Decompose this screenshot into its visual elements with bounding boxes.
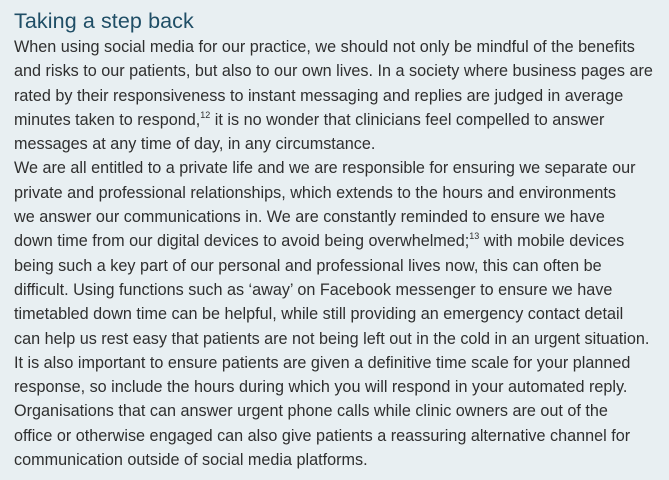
paragraph-1-line-4-text-a: minutes taken to respond, <box>14 110 201 129</box>
article-body <box>14 35 666 472</box>
paragraph-1-line-4-text-b: it is no wonder that clinicians feel compelled to answer <box>210 110 605 129</box>
paragraph-2-line-6: difficult. Using functions such as ‘away’ on Facebook messenger to ensure we have <box>14 280 613 299</box>
section-heading: Taking a step back <box>14 9 194 33</box>
paragraph-2-line-9: It is also important to ensure patients are given a definitive time scale for your planned <box>14 353 631 372</box>
paragraph-2-line-11: Organisations that can answer urgent phone calls while clinic owners are out of the <box>14 402 608 421</box>
paragraph-2-line-10: response, so include the hours during which you will respond in your automated reply. <box>14 378 628 397</box>
paragraph-1-line-3: rated by their responsiveness to instant messaging and replies are judged in average <box>14 86 624 105</box>
reference-12: 12 <box>200 109 211 120</box>
paragraph-2-line-4-text-a: down time from our digital devices to avoid being overwhelmed; <box>14 232 470 251</box>
paragraph-2-line-8: can help us rest easy that patients are not being left out in the cold in an urgent situation. <box>14 329 650 348</box>
paragraph-2-line-7: timetabled down time can be helpful, while still providing an emergency contact detail <box>14 305 624 324</box>
paragraph-1-line-1: When using social media for our practice, we should not only be mindful of the benefits <box>14 38 635 56</box>
paragraph-2-line-12: office or otherwise engaged can also give patients a reassuring alternative channel for <box>14 426 631 445</box>
paragraph-2-line-2: private and professional relationships, which extends to the hours and environments <box>14 183 616 202</box>
paragraph-2-line-13: communication outside of social media platforms. <box>14 451 368 470</box>
paragraph-2-line-3: we answer our communications in. We are constantly reminded to ensure we have <box>14 208 605 227</box>
paragraph-1-line-4 <box>14 108 666 132</box>
paragraph-2-line-5: being such a key part of our personal and professional lives now, this can often be <box>14 256 602 275</box>
paragraph-2-line-4 <box>14 229 666 253</box>
paragraph-2-line-1: We are all entitled to a private life and we are responsible for ensuring we separate our <box>14 159 636 178</box>
reference-13: 13 <box>469 230 480 241</box>
paragraph-1-line-2: and risks to our patients, but also to our own lives. In a society where business pages are <box>14 62 653 81</box>
paragraph-2-line-4-text-b: with mobile devices <box>479 232 625 251</box>
paragraph-1-line-5: messages at any time of day, in any circumstance. <box>14 135 376 154</box>
